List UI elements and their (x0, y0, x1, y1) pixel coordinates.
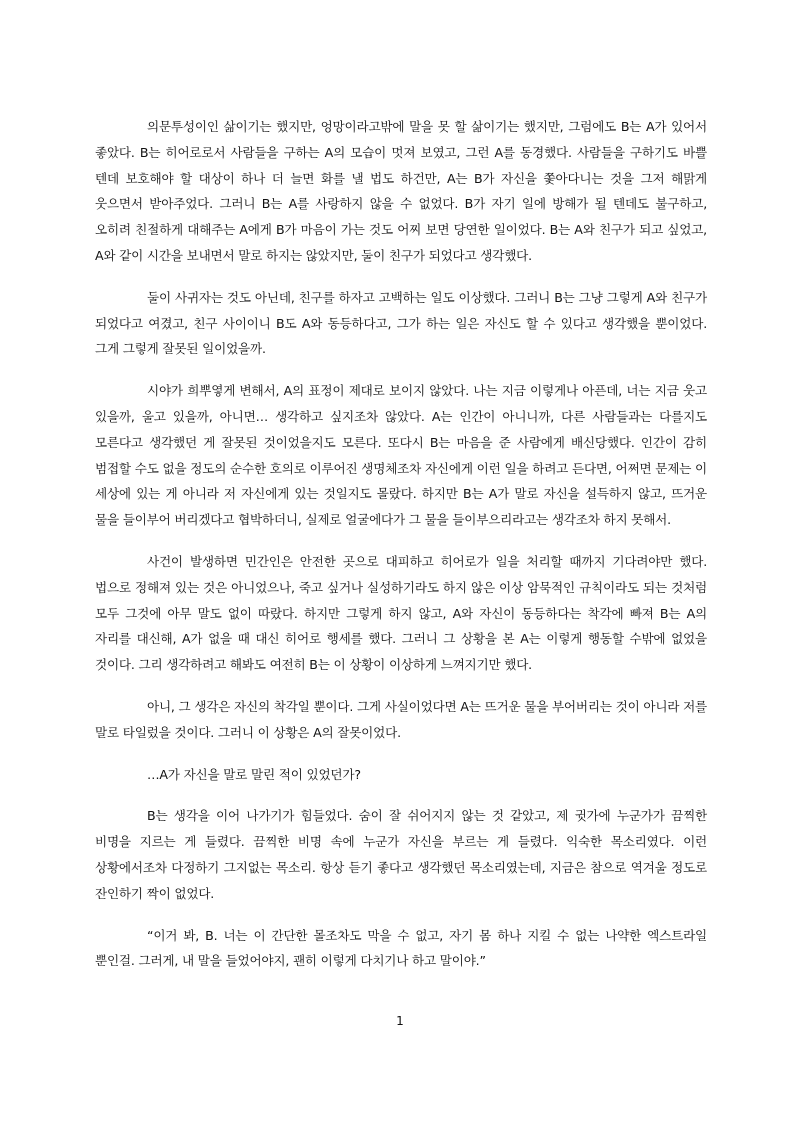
paragraph-3: 시야가 희뿌옇게 변해서, A의 표정이 제대로 보이지 않았다. 나는 지금 이렇게나 아픈데, 너는 지금 웃고 있을까, 울고 있을까, 아니면… 생각하고 싶지조차 않았다. A는 인간이 아니니까, 다른 사람들과는 다를지도 모른다고 생각했던 게 잘못된 것이었을지도 모른다. 또다시 B는 마음을 준 사람에게 배신당했다. 인간이 감히 범접할 수도 없을 정도의 순수한 호의로 이루어진 생명체조차 자신에게 이런 일을 하려고 든다면, 어쩌면 문제는 이 세상에 있는 게 아니라 저 자신에게 있는 것일지도 몰랐다. 하지만 B는 A가 말로 자신을 설득하지 않고, 뜨거운 물을 들이부어 버리겠다고 협박하더니, 실제로 얼굴에다가 그 물을 들이부으리라고는 생각조차 하지 못해서. (95, 383, 707, 528)
paragraph-2: 둘이 사귀자는 것도 아닌데, 친구를 하자고 고백하는 일도 이상했다. 그러니 B는 그냥 그렇게 A와 친구가 되었다고 여겼고, 친구 사이이니 B도 A와 동등하다고, 그가 하는 일은 자신도 할 수 있다고 생각했을 뿐이었다. 그게 그렇게 잘못된 일이었을까. (95, 289, 707, 357)
paragraph-4: 사건이 발생하면 민간인은 안전한 곳으로 대피하고 히어로가 일을 처리할 때까지 기다려야만 했다. 법으로 정해져 있는 것은 아니었으나, 죽고 싶거나 실성하기라도 하지 않은 이상 암묵적인 규칙이라도 되는 것처럼 모두 그것에 아무 말도 없이 따랐다. 하지만 그렇게 하지 않고, A와 자신이 동등하다는 착각에 빠져 B는 A의 자리를 대신해, A가 없을 때 대신 히어로 행세를 했다. 그러니 그 상황을 본 A는 이렇게 행동할 수밖에 없었을 것이다. 그리 생각하려고 해봐도 여전히 B는 이 상황이 이상하게 느껴지기만 했다. (95, 553, 707, 673)
paragraph-6: …A가 자신을 말로 말린 적이 있었던가? (147, 766, 361, 782)
paragraph-7: B는 생각을 이어 나가기가 힘들었다. 숨이 잘 쉬어지지 않는 것 같았고, 제 귓가에 누군가가 끔찍한 비명을 지르는 게 들렸다. 끔찍한 비명 속에 누군가 자신을 부르는 게 들렸다. 익숙한 목소리였다. 이런 상황에서조차 다정하기 그지없는 목소리. 항상 듣기 좋다고 생각했던 목소리였는데, 지금은 참으로 역겨울 정도로 잔인하기 짝이 없었다. (95, 808, 707, 901)
page-number: 1 (396, 1014, 404, 1028)
document-page (95, 114, 707, 990)
paragraph-1: 의문투성이인 삶이기는 했지만, 엉망이라고밖에 말을 못 할 삶이기는 했지만, 그럼에도 B는 A가 있어서 좋았다. B는 히어로로서 사람들을 구하는 A의 모습이 멋져 보였고, 그런 A를 동경했다. 사람들을 구하기도 바쁠 텐데 보호해야 할 대상이 하나 더 늘면 화를 낼 법도 하건만, A는 B가 자신을 쫓아다니는 것을 그저 해맑게 웃으면서 받아주었다. 그러니 B는 A를 사랑하지 않을 수 없었다. B가 자기 일에 방해가 될 텐데도 불구하고, 오히려 친절하게 대해주는 A에게 B가 마음이 가는 것도 어찌 보면 당연한 일이었다. B는 A와 친구가 되고 싶었고, A와 같이 시간을 보내면서 말로 하지는 않았지만, 둘이 친구가 되었다고 생각했다. (95, 119, 707, 263)
paragraph-8: “이거 봐, B. 너는 이 간단한 몰조차도 막을 수 없고, 자기 몸 하나 지킬 수 없는 나약한 엑스트라일 뿐인걸. 그러게, 내 말을 들었어야지, 괜히 이렇게 다치기나 하고 말이야.” (95, 927, 707, 969)
paragraph-5: 아니, 그 생각은 자신의 착각일 뿐이다. 그게 사실이었다면 A는 뜨거운 물을 부어버리는 것이 아니라 저를 말로 타일렀을 것이다. 그러니 이 상황은 A의 잘못이었다. (95, 698, 707, 740)
